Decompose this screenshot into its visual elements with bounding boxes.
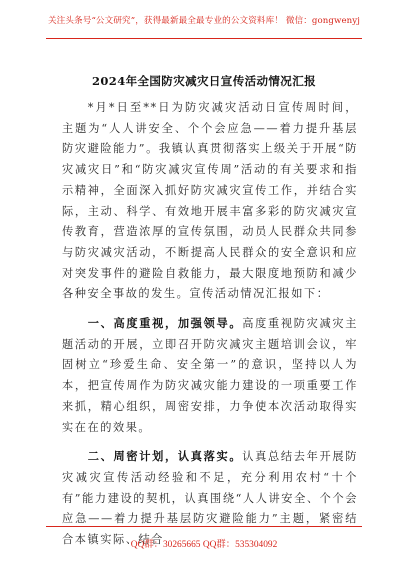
section-1-heading: 一、高度重视，加强领导。 [87,316,243,331]
document-title: 2024年全国防灾减灾日宣传活动情况汇报 [91,74,316,88]
footer-contact: QQ群：30265665 QQ群：535304092 [130,540,278,550]
section-1-text: 高度重视防灾减灾主题活动的开展，立即召开防灾减灾主题培训会议，牢固树立“珍爱生命、安全第一”的意识，坚持以人为本，把宣传周作为防灾减灾能力建设的一项重要工作来抓，精心组织，周密安排，力争使本次活动取得实实在在的效果。 [62,317,359,434]
footer-divider [46,526,362,527]
intro-paragraph: *月*日至**日为防灾减灾活动日宣传周时间，主题为“人人讲安全、个个会应急——着力提升基层防灾避险能力”。我镇认真贯彻落实上级关于开展“防灾减灾日”和“防灾减灾宣传周”活动的有关要求和指示精神，全面深入抓好防灾减灾宣传工作，并结合实际，主动、科学、有效地开展丰富多彩的防灾减灾宣传教育，营造浓厚的宣传氛围，动员人民群众共同参与防灾减灾活动，不断提高人民群众的安全意识和应对突发事件的避险自救能力，最大限度地预防和减少各种安全事故的发生。宣传活动情况汇报如下： [62,101,358,301]
section-2-text: 认真总结去年开展防灾减灾宣传活动经验和不足，充分利用农村“十个有”能力建设的契机，认真围绕“人人讲安全、个个会应急——着力提升基层防灾避险能力”主题，紧密结合本镇实际、结合 [62,450,359,547]
header-divider [46,38,362,39]
header-banner: 关注头条号“公文研究”，获得最新最全最专业的公文资料库！ 微信：gongwenyj [47,16,361,26]
section-1-paragraph [62,313,358,438]
document-body [62,98,358,551]
section-2-heading: 二、周密计划，认真落实。 [87,449,243,464]
document-page [6,4,402,576]
